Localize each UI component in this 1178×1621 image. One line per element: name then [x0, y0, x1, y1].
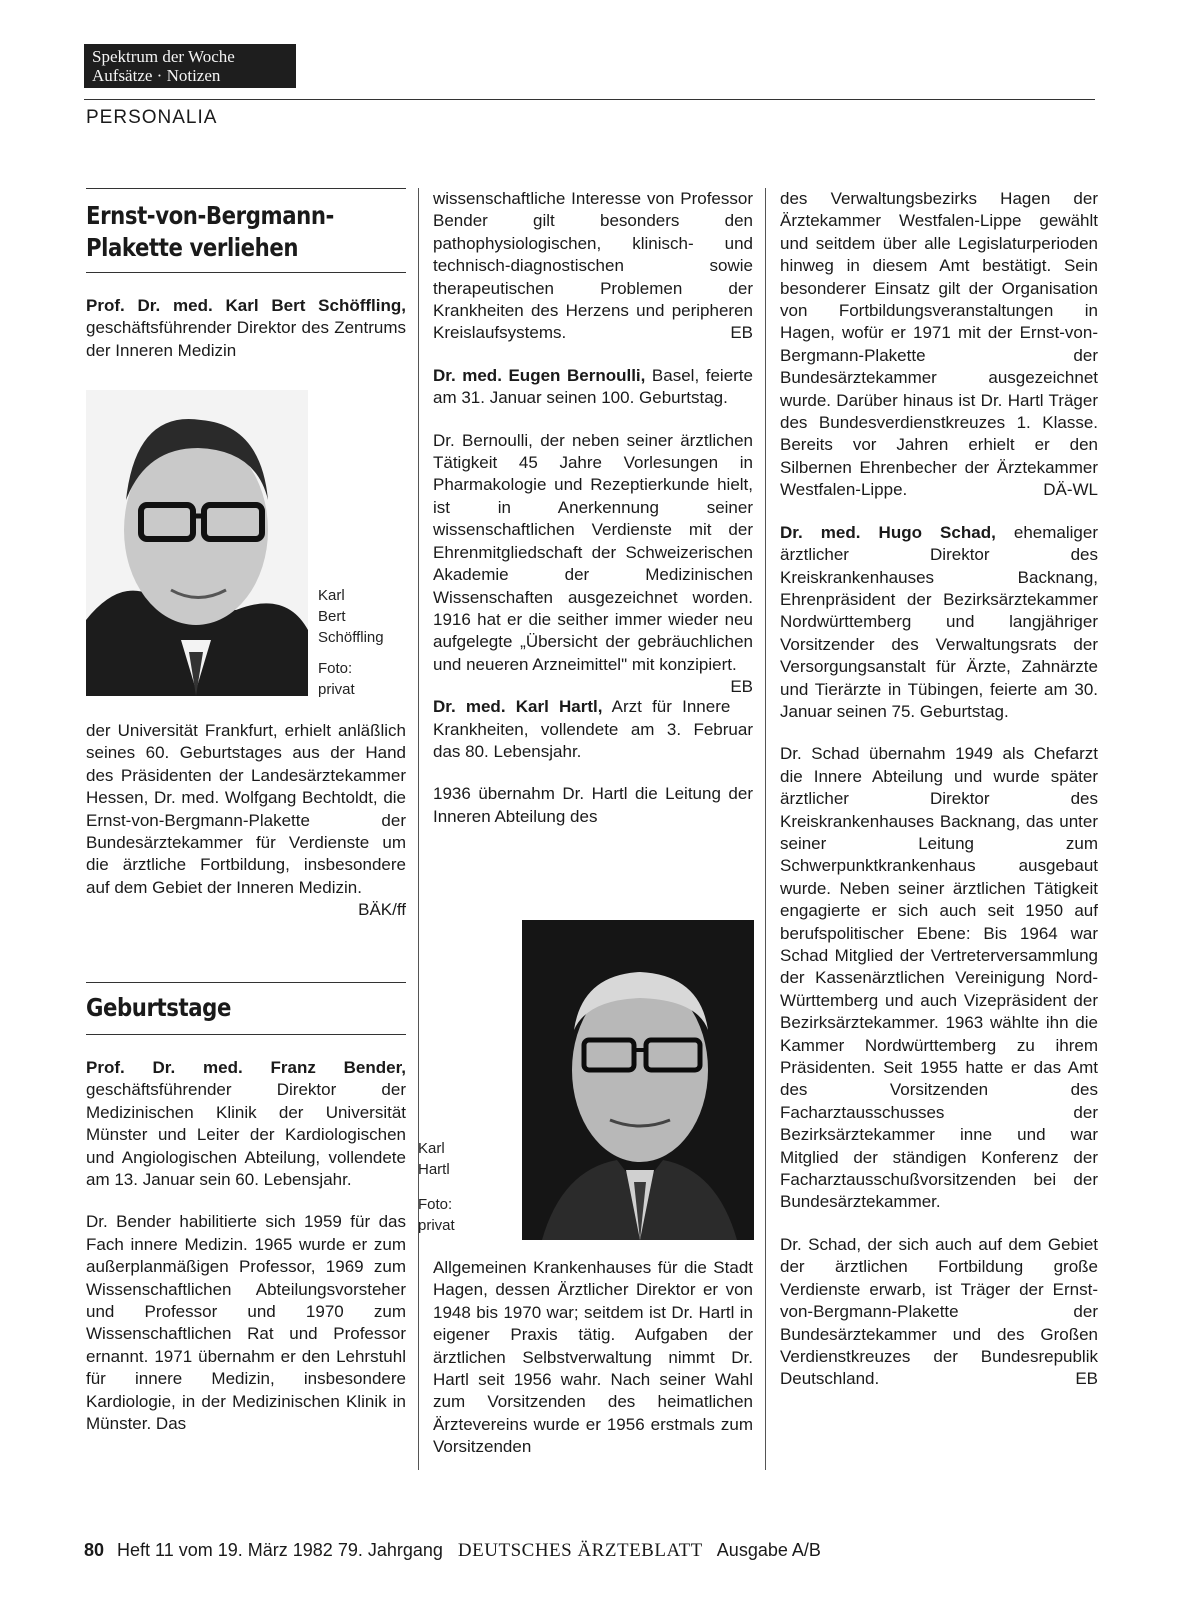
column-divider-2 — [765, 188, 766, 1470]
person-name: Prof. Dr. med. Franz Bender, — [86, 1058, 406, 1077]
bernoulli-body: Dr. Bernoulli, der neben seiner ärztlichen Tätigkeit 45 Jahre Vorlesungen in Pharmakologie und Rezeptierkunde hielt, ist in Anerkennung seiner wissenschaftlichen Verdienste mit der Ehrenmitgliedschaft der Schweizerischen Akademie der Medizinischen Wissenschaften ausgezeichnet worden. 1916 hat er die seither immer wieder neu aufgelegte „Übersicht der gebräuchlichen und neueren Arzneimittel" mit konzipiert. EB — [433, 430, 753, 676]
column-1-body — [86, 720, 406, 922]
author-signature: DÄ-WL — [1043, 480, 1098, 500]
photo-caption-name: Karl Bert Schöffling — [318, 587, 384, 646]
magazine-title: DEUTSCHES ÄRZTEBLATT — [457, 1540, 703, 1561]
geburtstage-rule-bottom — [86, 1034, 406, 1035]
section-label: PERSONALIA — [86, 107, 218, 128]
person-name: Dr. med. Karl Hartl, — [433, 697, 603, 717]
page-number: 80 — [84, 1540, 105, 1560]
column-3 — [780, 188, 1098, 1411]
column-2-bottom — [433, 1257, 753, 1479]
bender-continued: wissenschaftliche Interesse von Professor Bender gilt besonders den pathophysiologischen, klinisch- und technisch-diagnostischen sowie therapeutischen Problemen der Krankheiten des Herzens und peripheren Kreislaufsystems. EB — [433, 188, 753, 345]
hartl-body-2: Allgemeinen Krankenhauses für die Stadt Hagen, dessen Ärztlicher Direktor er von 1948 bis 1970 war; seitdem ist Dr. Hartl in eigener Praxis tätig. Aufgaben der ärztlichen Selbstverwaltung nimmt Dr. Hartl seit 1956 wahr. Nach seiner Wahl zum Vorsitzenden des heimatlichen Ärztevereins wurde er 1956 erstmals zum Vorsitzenden — [433, 1258, 753, 1457]
page-footer — [84, 1540, 821, 1562]
portrait-photo-hartl — [522, 920, 754, 1240]
schad-body-1: Dr. Schad übernahm 1949 als Chefarzt die Innere Abteilung und wurde später ärztlicher Direktor des Kreiskrankenhauses Backnang, das unter seiner Leitung zum Schwerpunktkrankenhaus ausgebaut wurde. Neben seiner ärztlichen Tätigkeit engagierte er sich auch seit 1950 auf berufspolitischer Ebene: Bis 1964 war Schad Mitglied der Vertreterversammlung der Kassenärztlichen Vereinigung Nord-Württemberg und auch Vizepräsident der Bezirksärztekammer. 1963 wählte ihn die Kammer Nordwürttemberg zu ihrem Präsidenten. Seit 1955 hatte er das Amt des Vorsitzenden des Facharztausschusses der Bezirksärztekammer inne und war Mitglied der ständigen Konferenz der Facharztausschußvorsitzenden bei der Bundesärztekammer. — [780, 744, 1098, 1212]
issue-info: Heft 11 vom 19. März 1982 79. Jahrgang — [117, 1540, 443, 1560]
headline-rule-top — [86, 188, 406, 189]
person-name: Prof. Dr. med. Karl Bert Schöffling, — [86, 296, 406, 315]
schad-lead: Dr. med. Hugo Schad, ehemaliger ärztlicher Direktor des Kreiskrankenhauses Backnang, Ehrenpräsident der Bezirksärztekammer Nordwürttemberg und langjähriger Vorsitzender des Verwaltungsrats der Versorgungsanstalt für Ärzte, Zahnärzte und Tierärzte in Tübingen, feierte am 30. Januar seinen 75. Geburtstag. — [780, 522, 1098, 721]
geburtstage-headline: Geburtstage — [86, 993, 231, 1022]
author-signature: EB — [730, 323, 753, 343]
column-2-top — [433, 188, 753, 848]
person-name: Dr. med. Hugo Schad, — [780, 522, 996, 542]
section-header-box — [84, 44, 296, 88]
hartl-lead: Dr. med. Karl Hartl, Arzt für Innere Krankheiten, vollendete am 3. Februar das 80. Lebensjahr. — [433, 697, 753, 761]
column-1-bender — [86, 1057, 406, 1456]
article-headline: Ernst-von-Bergmann- Plakette verliehen — [86, 201, 334, 262]
geburtstage-rule-top — [86, 982, 406, 983]
bernoulli-lead: Dr. med. Eugen Bernoulli, Basel, feierte am 31. Januar seinen 100. Geburtstag. — [433, 365, 753, 408]
photo-caption-name: Karl Hartl — [418, 1140, 450, 1178]
bender-body: Dr. Bender habilitierte sich 1959 für das Fach innere Medizin. 1965 wurde er zum außerplanmäßigen Professor, 1969 zum Wissenschaftlichen Abteilungsvorsteher und Professor und 1970 zum Wissenschaftlichen Rat und Professor ernannt. 1971 übernahm er den Lehrstuhl für innere Medizin, insbesondere Kardiologie, in der Medizinischen Klinik in Münster. Das — [86, 1212, 406, 1434]
author-signature: BÄK/ff — [358, 900, 406, 920]
schad-body-2: Dr. Schad, der sich auch auf dem Gebiet der ärztlichen Fortbildung große Verdienste erwarb, ist Träger der Ernst-von-Bergmann-Plakette der Bundesärztekammer und des Großen Verdienstkreuzes der Bundesrepublik Deutschland. EB — [780, 1234, 1098, 1391]
header-line-1: Spektrum der Woche — [92, 47, 235, 66]
author-signature: EB — [730, 677, 753, 697]
photo-caption-credit: Foto: privat — [318, 660, 355, 698]
lead-paragraph: Prof. Dr. med. Karl Bert Schöffling, geschäftsführender Direktor des Zentrums der Inneren Medizin — [86, 296, 406, 360]
hartl-body-1: 1936 übernahm Dr. Hartl die Leitung der Inneren Abteilung des — [433, 784, 753, 826]
person-name: Dr. med. Eugen Bernoulli, — [433, 365, 646, 385]
headline-rule-bottom — [86, 272, 406, 273]
photo-caption-credit: Foto: privat — [418, 1196, 455, 1234]
hartl-body-3: des Verwaltungsbezirks Hagen der Ärztekammer Westfalen-Lippe gewählt und seitdem über alle Legislaturperioden hinweg in diesem Amt bestätigt. Sein besonderer Einsatz gilt der Organisation von Fortbildungsveranstaltungen in Hagen, wofür er 1971 mit der Ernst-von-Bergmann-Plakette der Bundesärztekammer ausgezeichnet wurde. Darüber hinaus ist Dr. Hartl Träger des Bundesverdienstkreuzes 1. Klasse. Bereits vor Jahren erhielt er den Silbernen Ehrenbecher der Ärztekammer Westfalen-Lippe. DÄ-WL — [780, 188, 1098, 502]
bender-lead: Prof. Dr. med. Franz Bender, geschäftsführender Direktor der Medizinischen Klinik der Universität Münster und Leiter der Kardiologischen und Angiologischen Abteilung, vollendete am 13. Januar sein 60. Lebensjahr. — [86, 1058, 406, 1190]
portrait-photo-schoeffling — [86, 390, 308, 696]
column-1-lead — [86, 295, 406, 382]
edition-label: Ausgabe A/B — [716, 1540, 821, 1560]
article-body: der Universität Frankfurt, erhielt anläßlich seines 60. Geburtstages aus der Hand des Präsidenten der Landesärztekammer Hessen, Dr. med. Wolfgang Bechtoldt, die Ernst-von-Bergmann-Plakette der Bundesärztekammer für Verdienste um die ärztliche Fortbildung, insbesondere auf dem Gebiet der Inneren Medizin. BÄK/ff — [86, 720, 406, 899]
header-line-2: Aufsätze · Notizen — [92, 66, 221, 85]
author-signature: EB — [1075, 1369, 1098, 1389]
column-divider-1 — [418, 188, 419, 1470]
header-rule — [84, 99, 1095, 100]
